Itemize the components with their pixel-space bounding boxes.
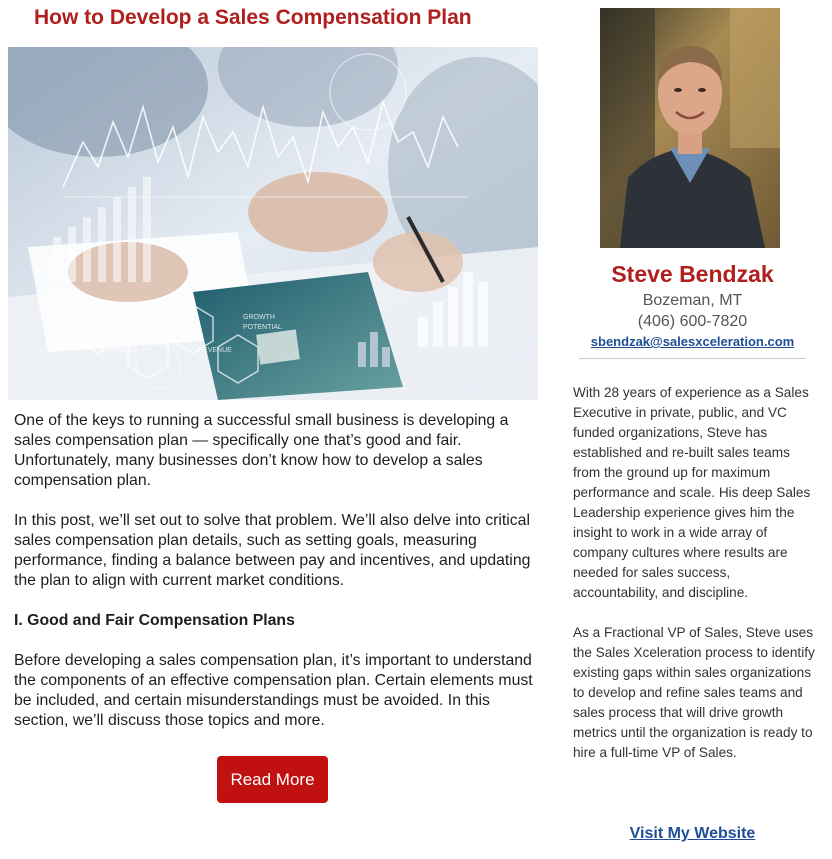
profile-name: Steve Bendzak: [611, 261, 774, 287]
visit-website-link[interactable]: Visit My Website: [629, 825, 756, 842]
bio-paragraph: As a Fractional VP of Sales, Steve uses the Sales Xceleration process to identify existing gaps within sales organizations to develop and refine sales teams and sales process that will drive growth metrics until the organization is ready to hire a full-time VP of Sales.: [573, 625, 815, 760]
profile-sidebar: [565, 0, 832, 859]
bio-paragraph: With 28 years of experience as a Sales Executive in private, public, and VC funded organizations, Steve has established and re-built sales teams from the ground up for maximum performance and scale. His deep Sales Leadership experience gives him the insight to work in a wide array of company cultures where results are needed for sales success, accountability, and discipline.: [573, 385, 811, 600]
sidebar-divider: [579, 358, 806, 359]
article-paragraph: One of the keys to running a successful small business is developing a sales compensation plan — specifically one that’s good and fair. Unfortunately, many businesses don’t know how to develop a sales compensation plan.: [14, 412, 509, 489]
read-more-button[interactable]: Read More: [217, 756, 328, 803]
hero-label-expenses: EXPENSES: [100, 347, 138, 354]
article-paragraph: Before developing a sales compensation plan, it’s important to understand the components of an effective compensation plan. Certain elements must be included, and certain misunderstandings must be avoided. In this section, we’ll discuss those topics and more.: [14, 652, 533, 729]
section-heading: I. Good and Fair Compensation Plans: [14, 612, 295, 629]
profile-email-link[interactable]: sbendzak@salesxceleration.com: [590, 334, 795, 349]
hero-image: [8, 47, 538, 400]
article-title[interactable]: How to Develop a Sales Compensation Plan: [34, 6, 472, 29]
profile-phone: (406) 600-7820: [637, 313, 748, 330]
profile-photo: [600, 8, 780, 248]
profile-location: Bozeman, MT: [642, 292, 743, 309]
article-body: [14, 411, 534, 751]
profile-bio: [573, 383, 816, 783]
hero-label-potential: POTENTIAL: [243, 324, 282, 331]
hero-label-growth: GROWTH: [243, 314, 275, 321]
hero-label-revenue: REVENUE: [198, 347, 232, 354]
article-paragraph: In this post, we’ll set out to solve that problem. We’ll also delve into critical sales compensation plan details, such as setting goals, measuring performance, finding a balance between pay and incentives, and updating the plan to align with current market conditions.: [14, 512, 531, 589]
